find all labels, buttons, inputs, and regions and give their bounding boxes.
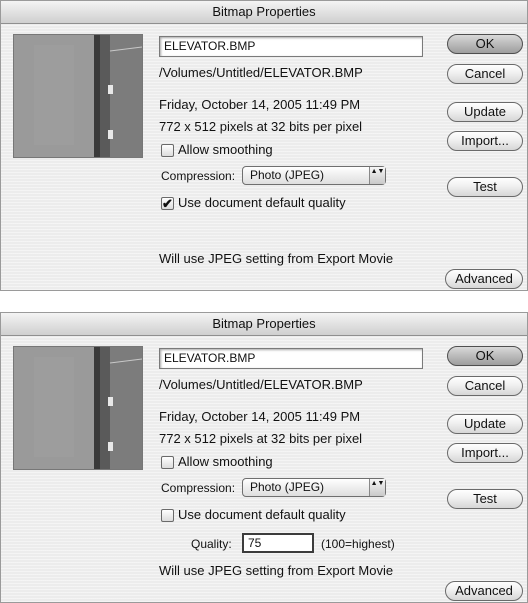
compression-select[interactable]: [242, 166, 386, 185]
bitmap-properties-dialog-2: [0, 312, 528, 603]
ok-button[interactable]: OK: [447, 34, 523, 54]
compression-label: Compression:: [161, 481, 236, 495]
use-default-quality-checkbox[interactable]: [161, 509, 174, 522]
filename-field[interactable]: ELEVATOR.BMP: [159, 348, 423, 369]
image-dimensions: 772 x 512 pixels at 32 bits per pixel: [159, 119, 363, 134]
import-button[interactable]: Import...: [447, 443, 523, 463]
compression-value: Photo (JPEG): [250, 168, 325, 182]
bitmap-thumbnail: [13, 34, 143, 158]
allow-smoothing-label: Allow smoothing: [178, 454, 273, 469]
use-default-quality-label: Use document default quality: [178, 507, 346, 522]
bitmap-properties-dialog-1: [0, 0, 528, 291]
image-dimensions: 772 x 512 pixels at 32 bits per pixel: [159, 431, 363, 446]
file-path: /Volumes/Untitled/ELEVATOR.BMP: [159, 377, 363, 392]
allow-smoothing-checkbox[interactable]: [161, 456, 174, 469]
file-path: /Volumes/Untitled/ELEVATOR.BMP: [159, 65, 363, 80]
bitmap-thumbnail: [13, 346, 143, 470]
import-button[interactable]: Import...: [447, 131, 523, 151]
ok-button[interactable]: OK: [447, 346, 523, 366]
allow-smoothing-checkbox[interactable]: [161, 144, 174, 157]
cancel-button[interactable]: Cancel: [447, 376, 523, 396]
cancel-button[interactable]: Cancel: [447, 64, 523, 84]
dialog-title: Bitmap Properties: [1, 313, 527, 336]
use-default-quality-label: Use document default quality: [178, 195, 346, 210]
export-note: Will use JPEG setting from Export Movie: [159, 251, 394, 266]
allow-smoothing-label: Allow smoothing: [178, 142, 273, 157]
filename-field[interactable]: ELEVATOR.BMP: [159, 36, 423, 57]
select-arrows-icon: ▲▼: [369, 479, 385, 496]
file-date: Friday, October 14, 2005 11:49 PM: [159, 409, 361, 424]
quality-hint: (100=highest): [321, 537, 395, 551]
advanced-button[interactable]: Advanced: [445, 269, 523, 289]
compression-select[interactable]: [242, 478, 386, 497]
quality-input[interactable]: 75: [242, 533, 314, 553]
update-button[interactable]: Update: [447, 102, 523, 122]
advanced-button[interactable]: Advanced: [445, 581, 523, 601]
test-button[interactable]: Test: [447, 177, 523, 197]
quality-label: Quality:: [191, 537, 232, 551]
update-button[interactable]: Update: [447, 414, 523, 434]
dialog-title: Bitmap Properties: [1, 1, 527, 24]
select-arrows-icon: ▲▼: [369, 167, 385, 184]
export-note: Will use JPEG setting from Export Movie: [159, 563, 394, 578]
compression-value: Photo (JPEG): [250, 480, 325, 494]
use-default-quality-checkbox[interactable]: ✔: [162, 196, 173, 211]
compression-label: Compression:: [161, 169, 236, 183]
test-button[interactable]: Test: [447, 489, 523, 509]
file-date: Friday, October 14, 2005 11:49 PM: [159, 97, 361, 112]
